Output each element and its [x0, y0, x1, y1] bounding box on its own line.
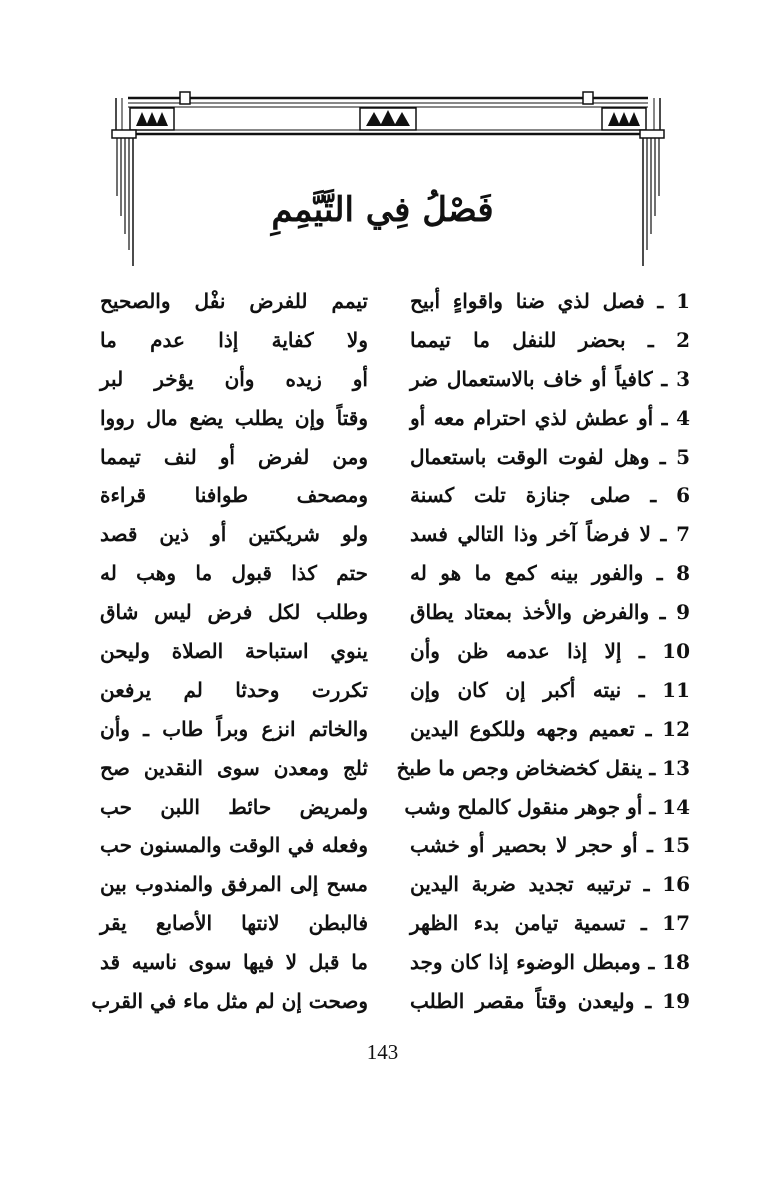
verse-second-hemistich: وقتاً وإن يطلب يضع مال رووا [100, 405, 368, 430]
verse-second-hemistich: ومصحف طوافنا قراءة [100, 483, 368, 508]
verse-first-hemistich [410, 593, 690, 631]
verse-row [100, 710, 690, 749]
verse-number: 16 [662, 872, 690, 897]
verse-first-text: ـ تعميم وجهه وللكوع اليدين [410, 716, 652, 741]
verse-second-hemistich: ثلج ومعدن سوى النقدين صح [100, 755, 368, 780]
verse-number: 17 [662, 911, 690, 936]
verse-second-hemistich: تيمم للفرض نفْل والصحيح [100, 289, 368, 313]
verse-first-hemistich [410, 360, 690, 398]
verse-row [100, 593, 690, 632]
verse-row [100, 943, 690, 982]
verse-number: 1 [676, 289, 690, 313]
verse-first-hemistich [410, 321, 690, 359]
verse-first-text: ـ فصل لذي ضنا واقواءٍ أبيح [410, 289, 664, 313]
verse-row [100, 554, 690, 593]
verse-second-hemistich: ولمريض حائط اللبن حب [100, 794, 368, 819]
verse-number: 15 [662, 833, 691, 858]
verse-second-hemistich: تكررت وحدثا لم يرفعن [100, 677, 368, 702]
verse-row [100, 826, 690, 865]
verse-row [100, 476, 690, 515]
verse-second-hemistich: ما قبل لا فيها سوى ناسيه قد [100, 950, 368, 975]
verse-number: 12 [662, 716, 690, 741]
verse-row [100, 282, 690, 321]
decorative-frame [108, 86, 668, 271]
poem-body [91, 282, 691, 1021]
verse-row [100, 515, 690, 554]
verse-number: 9 [676, 600, 690, 625]
verse-first-hemistich [404, 788, 690, 826]
verse-first-text: ـ والفرض والأخذ بمعتاد يطاق [410, 600, 666, 625]
verse-second-hemistich: وطلب لكل فرض ليس شاق [100, 600, 368, 625]
verse-number: 8 [676, 561, 690, 586]
verse-second-hemistich: ومن لفرض أو لنف تيمما [100, 444, 368, 469]
verse-second-hemistich: وفعله في الوقت والمسنون حب [100, 833, 368, 858]
verse-row [100, 671, 690, 710]
verse-second-hemistich: والخاتم انزع وبراً طاب ـ وأن [100, 716, 368, 741]
verse-first-text: ـ كافياً أو خاف بالاستعمال ضر [410, 366, 668, 391]
verse-number: 2 [676, 327, 690, 352]
verse-second-hemistich: حتم كذا قبول ما وهب له [100, 561, 368, 586]
verse-first-text: ـ بحضر للنفل ما تيمما [410, 327, 654, 352]
verse-row [100, 904, 690, 943]
verse-first-text: ـ إلا إذا عدمه ظن وأن [410, 639, 645, 664]
verse-first-text: ـ أو عطش لذي احترام معه أو [410, 405, 668, 430]
verse-row [91, 982, 690, 1021]
verse-row [100, 399, 690, 438]
verse-row [100, 438, 690, 477]
verse-first-hemistich [410, 826, 690, 864]
verse-first-hemistich [396, 749, 690, 787]
verse-first-text: ـ لا فرضاً آخر وذا التالي فسد [410, 522, 667, 547]
verse-first-text: ـ أو جوهر منقول كالملح وشب [404, 794, 656, 819]
verse-first-hemistich [410, 632, 690, 670]
verse-number: 5 [676, 444, 690, 469]
verse-first-text: ـ صلى جنازة تلت كسنة [410, 483, 657, 508]
verse-number: 19 [662, 989, 690, 1014]
verse-number: 4 [676, 405, 690, 430]
verse-number: 14 [662, 794, 690, 819]
verse-second-hemistich: مسح إلى المرفق والمندوب بين [100, 872, 368, 897]
verse-first-hemistich [410, 515, 690, 553]
verse-first-hemistich [410, 904, 690, 942]
verse-first-text: ـ تسمية تيامن بدء الظهر [410, 911, 647, 936]
verse-row [100, 749, 690, 788]
verse-row [100, 632, 690, 671]
verse-first-hemistich [410, 943, 690, 981]
verse-row [100, 865, 690, 904]
verse-first-text: ـ نيته أكبر إن كان وإن [410, 677, 645, 702]
verse-number: 10 [662, 639, 690, 664]
verse-first-text: ـ وهل لفوت الوقت باستعمال [410, 444, 666, 469]
verse-row [100, 788, 690, 827]
verse-number: 7 [676, 522, 691, 547]
verse-second-hemistich: فالبطن لانتها الأصابع يقر [100, 911, 368, 936]
verse-first-hemistich [410, 476, 690, 514]
verse-second-hemistich: أو زيده وأن يؤخر لبر [100, 366, 368, 391]
verse-second-hemistich: ولا كفاية إذا عدم ما [100, 327, 368, 352]
verse-first-hemistich [410, 982, 690, 1020]
verse-number: 3 [676, 366, 690, 391]
verse-number: 18 [662, 950, 690, 975]
verse-first-hemistich [410, 710, 690, 748]
verse-number: 6 [676, 483, 690, 508]
page-number: 143 [366, 1040, 399, 1064]
chapter-title: فَصْلُ فِي التَّيَّمِمِ [271, 190, 494, 230]
verse-row [100, 360, 690, 399]
verse-number: 13 [662, 755, 690, 780]
verse-first-text: ـ أو حجر لا بحصير أو خشب [410, 833, 653, 858]
verse-first-text: ـ ومبطل الوضوء إذا كان وجد [410, 950, 655, 975]
verse-row [100, 321, 690, 360]
verse-first-text: ـ ترتيبه تجديد ضربة اليدين [410, 872, 650, 897]
verse-second-hemistich: ولو شريكتين أو ذين قصد [100, 522, 368, 547]
verse-number: 11 [662, 677, 690, 702]
verse-first-hemistich [410, 865, 690, 903]
verse-first-hemistich [410, 671, 690, 709]
verse-first-hemistich [410, 282, 690, 320]
verse-first-hemistich [410, 399, 690, 437]
verse-second-hemistich: وصحت إن لم مثل ماء في القرب [91, 989, 368, 1014]
verse-second-hemistich: ينوي استباحة الصلاة وليحن [100, 639, 368, 664]
verse-first-hemistich [410, 438, 690, 476]
verse-first-hemistich [410, 554, 690, 592]
verse-first-text: ـ ينقل كخضخاض وجص ما طبخ [396, 755, 656, 780]
verse-first-text: ـ وليعدن وقتاً مقصر الطلب [410, 989, 652, 1014]
verse-first-text: ـ والفور بينه كمع ما هو له [410, 561, 663, 586]
